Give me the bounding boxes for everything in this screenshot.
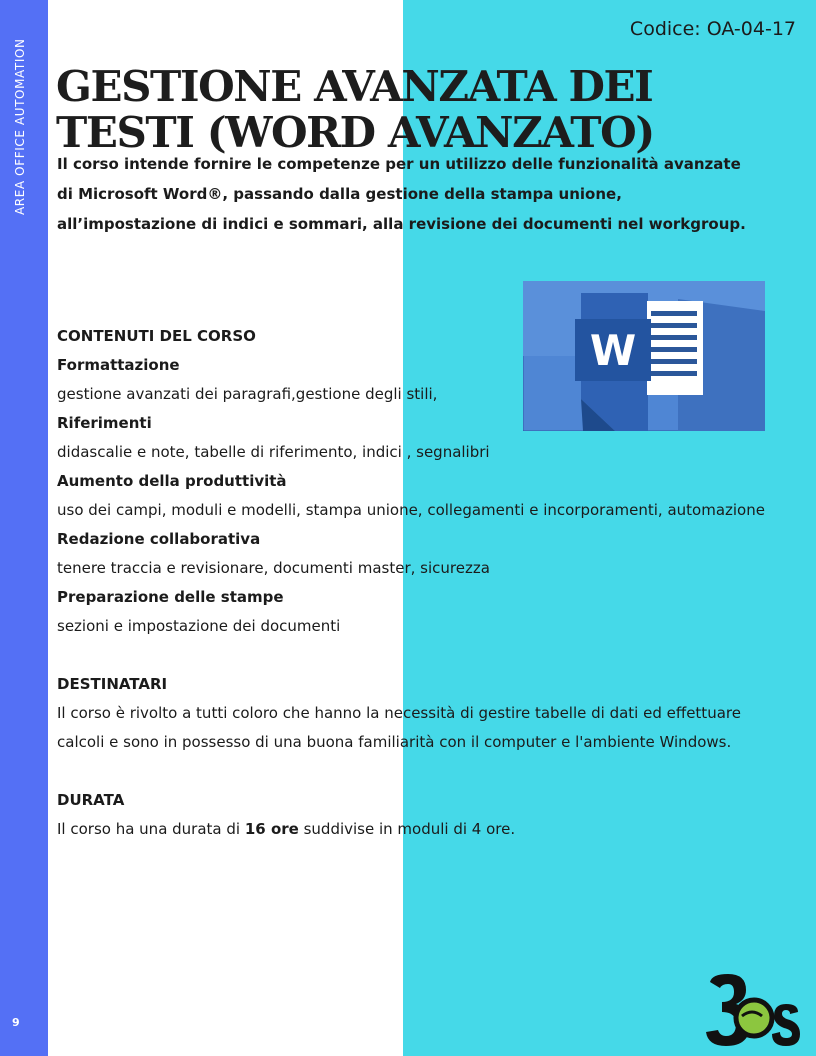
section-title: Aumento della produttività (57, 472, 287, 490)
area-label: AREA OFFICE AUTOMATION (13, 38, 27, 215)
section-text: tenere traccia e revisionare, documenti master, sicurezza (57, 559, 490, 577)
contents-heading: CONTENUTI DEL CORSO (57, 327, 256, 345)
duration-hours: 16 ore (244, 820, 299, 838)
spacer (57, 757, 777, 786)
sidebar (0, 0, 48, 1056)
intro-paragraph: Il corso intende fornire le competenze per un utilizzo delle funzionalità avanzate di Microsoft Word®, passando dalla gestione della stampa unione, all’impostazione di indici e sommari, alla revisione dei documenti nel workgroup. (57, 155, 746, 233)
3os-logo-icon (702, 972, 802, 1050)
spacer (57, 641, 777, 670)
section-text: gestione avanzati dei paragrafi,gestione degli stili, (57, 385, 438, 403)
section-text: sezioni e impostazione dei documenti (57, 617, 341, 635)
audience-heading: DESTINATARI (57, 675, 168, 693)
course-code: Codice: OA-04-17 (629, 18, 796, 40)
section-title: Riferimenti (57, 414, 152, 432)
section-title: Preparazione delle stampe (57, 588, 284, 606)
section-text: uso dei campi, moduli e modelli, stampa unione, collegamenti e incorporamenti, automazione (57, 501, 765, 519)
section-title: Formattazione (57, 356, 180, 374)
duration-text-after: suddivise in moduli di 4 ore. (298, 820, 516, 838)
section-title: Redazione collaborativa (57, 530, 261, 548)
word-letter: W (589, 326, 637, 375)
section-text: didascalie e note, tabelle di riferimento, indici , segnalibri (57, 443, 490, 461)
title-line-2: TESTI (WORD AVANZATO) (56, 108, 654, 157)
page-number: 9 (12, 1016, 20, 1029)
page-title (56, 64, 656, 156)
audience-text: Il corso è rivolto a tutti coloro che hanno la necessità di gestire tabelle di dati ed effettuare calcoli e sono in possesso di una buona familiarità con il computer e l'ambiente Windows. (57, 704, 741, 751)
duration-text (57, 815, 777, 844)
duration-heading: DURATA (57, 791, 125, 809)
course-contents (57, 322, 777, 844)
title-line-1: GESTIONE AVANZATA DEI (56, 62, 653, 111)
duration-text-before: Il corso ha una durata di (57, 820, 245, 838)
